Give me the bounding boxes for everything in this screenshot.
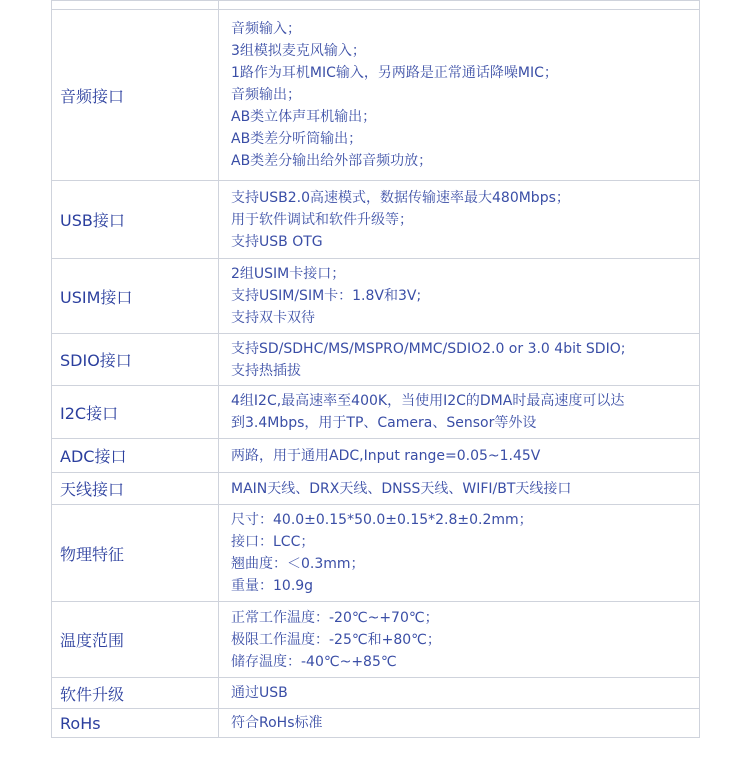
row-value: [219, 709, 700, 738]
value-line: AB类差分听筒输出；: [231, 131, 363, 147]
value-line: AB类立体声耳机输出；: [231, 109, 377, 125]
value-line: 翘曲度：＜0.3mm；: [231, 556, 365, 572]
row-value: [219, 386, 700, 439]
table-row: [52, 439, 700, 473]
row-key: 天线接口: [52, 473, 219, 505]
row-key: SDIO接口: [52, 334, 219, 386]
row-key: USB接口: [52, 181, 219, 259]
value-line: MAIN天线、DRX天线、DNSS天线、WIFI/BT天线接口: [231, 480, 572, 497]
value-line: 支持SD/SDHC/MS/MSPRO/MMC/SDIO2.0 or 3.0 4bit SDIO;: [231, 340, 626, 357]
value-line: 尺寸：40.0±0.15*50.0±0.15*2.8±0.2mm；: [231, 512, 533, 528]
row-key: [52, 1, 219, 10]
row-key: I2C接口: [52, 386, 219, 439]
value-line: 支持USB2.0高速模式，数据传输速率最大480Mbps；: [231, 189, 570, 206]
row-value: [219, 1, 700, 10]
value-line: 支持双卡双待: [231, 310, 315, 326]
row-key: 物理特征: [52, 505, 219, 602]
value-line: 3组模拟麦克风输入；: [231, 43, 366, 59]
row-key: USIM接口: [52, 259, 219, 334]
row-value: [219, 678, 700, 709]
table-row: [52, 1, 700, 10]
table-row: [52, 334, 700, 386]
value-line: 4组I2C,最高速率至400K，当使用I2C的DMA时最高速度可以达: [231, 393, 625, 409]
row-key: 软件升级: [52, 678, 219, 709]
value-line: 两路，用于通用ADC,Input range=0.05~1.45V: [231, 447, 541, 464]
table-row: [52, 602, 700, 678]
table-row: [52, 386, 700, 439]
row-value: [219, 505, 700, 602]
row-value: [219, 473, 700, 505]
value-line: 音频输出；: [231, 87, 301, 103]
row-value: [219, 259, 700, 334]
row-value: [219, 602, 700, 678]
value-line: 支持热插拔: [231, 362, 301, 379]
value-line: 到3.4Mbps，用于TP、Camera、Sensor等外设: [231, 415, 537, 431]
value-line: 1路作为耳机MIC输入，另两路是正常通话降噪MIC；: [231, 65, 558, 81]
value-line: 极限工作温度：-25℃和+80℃；: [231, 631, 441, 648]
row-key: RoHs: [52, 709, 219, 738]
value-line: 正常工作温度：-20℃~+70℃；: [231, 609, 439, 626]
table-row: [52, 473, 700, 505]
row-key: 温度范围: [52, 602, 219, 678]
table-row: [52, 181, 700, 259]
spec-table: [51, 0, 700, 738]
table-row: [52, 10, 700, 181]
value-line: 用于软件调试和软件升级等；: [231, 211, 413, 228]
value-line: 符合RoHs标准: [231, 715, 323, 731]
row-value: [219, 181, 700, 259]
row-key: 音频接口: [52, 10, 219, 181]
value-line: 支持USIM/SIM卡：1.8V和3V;: [231, 288, 422, 304]
row-key: ADC接口: [52, 439, 219, 473]
row-value: [219, 439, 700, 473]
value-line: 通过USB: [231, 685, 288, 701]
row-value: [219, 334, 700, 386]
row-value: [219, 10, 700, 181]
value-line: 2组USIM卡接口；: [231, 266, 346, 282]
value-line: 储存温度：-40℃~+85℃: [231, 653, 397, 670]
table-row: [52, 678, 700, 709]
value-line: 接口：LCC；: [231, 534, 315, 550]
value-line: 支持USB OTG: [231, 233, 323, 250]
value-line: 重量：10.9g: [231, 578, 314, 594]
table-row: [52, 505, 700, 602]
table-row: [52, 259, 700, 334]
table-row: [52, 709, 700, 738]
value-line: AB类差分输出给外部音频功放；: [231, 153, 433, 169]
value-line: 音频输入；: [231, 21, 301, 37]
